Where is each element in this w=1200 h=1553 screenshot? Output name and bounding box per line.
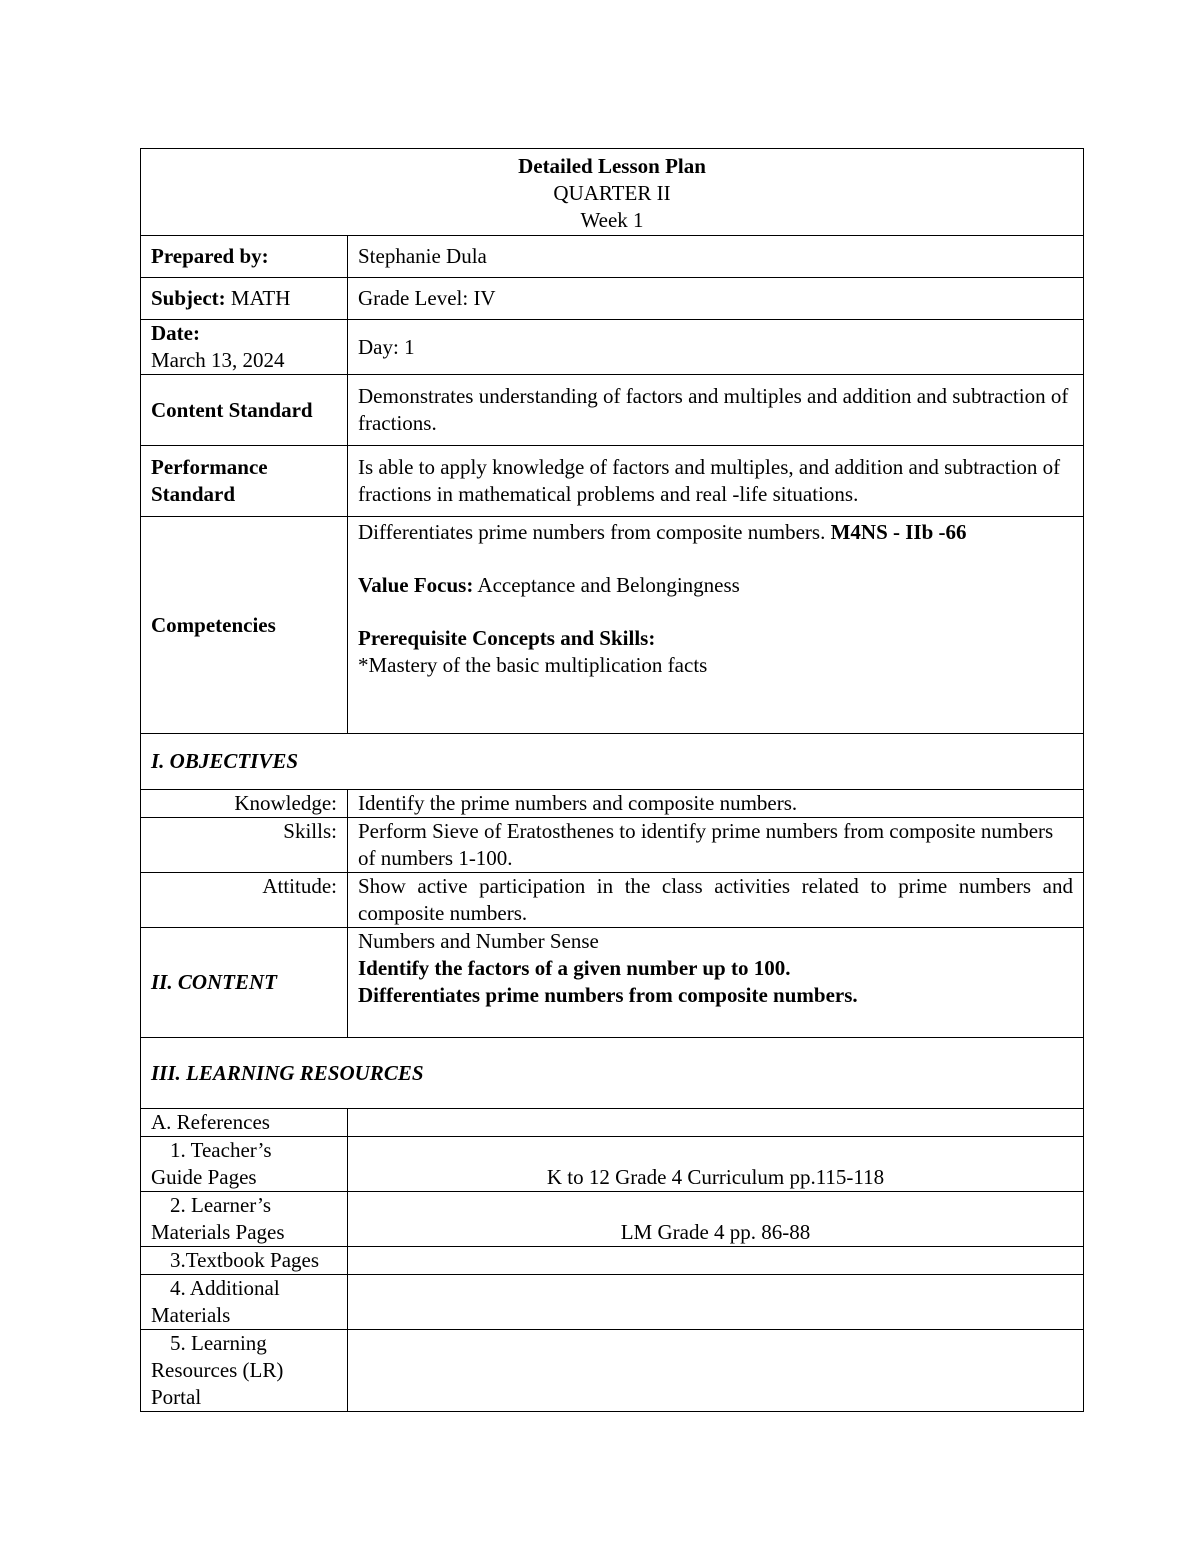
content-standard-label: Content Standard [141, 375, 348, 446]
subject-row [141, 278, 1084, 320]
lr-portal-row [141, 1330, 1084, 1412]
additional-label-line2: Materials [151, 1303, 231, 1327]
grade-level: Grade Level: IV [348, 278, 1084, 320]
skills-row [141, 818, 1084, 873]
lr-label-line3: Portal [151, 1385, 202, 1409]
value-focus [358, 572, 1073, 599]
performance-standard-value: Is able to apply knowledge of factors and multiples, and addition and subtraction of fractions in mathematical problems and real -life situations. [348, 446, 1084, 517]
subject-label: Subject: [151, 286, 226, 310]
knowledge-value: Identify the prime numbers and composite numbers. [348, 790, 1084, 818]
prepared-by-value: Stephanie Dula [348, 236, 1084, 278]
subject-value: MATH [225, 286, 291, 310]
subject-cell [141, 278, 348, 320]
textbook-label-text: 3.Textbook Pages [170, 1248, 320, 1272]
quarter-label: QUARTER II [553, 180, 671, 205]
skills-value: Perform Sieve of Eratosthenes to identify prime numbers from composite numbers of numbers 1-100. [348, 818, 1084, 873]
day-value: Day: 1 [348, 320, 1084, 375]
content-cell [348, 928, 1084, 1038]
knowledge-row [141, 790, 1084, 818]
lr-label-line2: Resources (LR) [151, 1358, 284, 1382]
lm-label-line2: Materials Pages [151, 1220, 285, 1244]
attitude-row [141, 873, 1084, 928]
value-focus-label: Value Focus: [358, 573, 474, 597]
prepared-by-row [141, 236, 1084, 278]
skills-label: Skills: [141, 818, 348, 873]
content-line3: Differentiates prime numbers from composite numbers. [358, 983, 858, 1007]
teachers-guide-label [141, 1137, 348, 1192]
references-label: A. References [141, 1109, 348, 1137]
references-value [348, 1109, 1084, 1137]
knowledge-label: Knowledge: [141, 790, 348, 818]
content-standard-value: Demonstrates understanding of factors and multiples and addition and subtraction of fractions. [348, 375, 1084, 446]
textbook-value [348, 1247, 1084, 1275]
teachers-guide-row [141, 1137, 1084, 1192]
performance-standard-label-cell [141, 446, 348, 517]
title-row [141, 149, 1084, 236]
performance-label-line1: Performance [151, 455, 268, 479]
competency-line [358, 519, 1073, 546]
lr-portal-value [348, 1330, 1084, 1412]
teachers-guide-value: K to 12 Grade 4 Curriculum pp.115-118 [348, 1137, 1084, 1192]
lm-label-line1: 2. Learner’s [170, 1193, 272, 1217]
content-row [141, 928, 1084, 1038]
additional-materials-label [141, 1275, 348, 1330]
textbook-label [141, 1247, 348, 1275]
content-line2: Identify the factors of a given number up to 100. [358, 956, 791, 980]
title-cell [141, 149, 1084, 236]
additional-label-line1: 4. Additional [170, 1276, 280, 1300]
competency-text: Differentiates prime numbers from composite numbers. [358, 520, 831, 544]
learners-materials-row [141, 1192, 1084, 1247]
competencies-cell [348, 517, 1084, 734]
tg-label-line1: 1. Teacher’s [170, 1138, 272, 1162]
date-cell [141, 320, 348, 375]
week-label: Week 1 [580, 207, 644, 232]
lr-portal-label [141, 1330, 348, 1412]
resources-heading-row [141, 1038, 1084, 1109]
date-value: March 13, 2024 [151, 348, 285, 372]
attitude-label: Attitude: [141, 873, 348, 928]
tg-label-line2: Guide Pages [151, 1165, 257, 1189]
competency-code: M4NS - IIb -66 [830, 520, 967, 544]
lr-label-line1: 5. Learning [170, 1331, 267, 1355]
date-label: Date: [151, 321, 200, 345]
performance-label-line2: Standard [151, 482, 236, 506]
learners-materials-value: LM Grade 4 pp. 86-88 [348, 1192, 1084, 1247]
objectives-heading-row [141, 734, 1084, 790]
content-line1: Numbers and Number Sense [358, 929, 599, 953]
prereq-label: Prerequisite Concepts and Skills: [358, 626, 656, 650]
content-standard-row [141, 375, 1084, 446]
content-heading: II. CONTENT [141, 928, 348, 1038]
competencies-label: Competencies [141, 517, 348, 734]
document-title: Detailed Lesson Plan [518, 153, 706, 178]
lesson-plan-table [140, 148, 1084, 1412]
textbook-row [141, 1247, 1084, 1275]
prepared-by-label: Prepared by: [141, 236, 348, 278]
prereq-value: *Mastery of the basic multiplication facts [358, 653, 708, 677]
references-row [141, 1109, 1084, 1137]
additional-materials-row [141, 1275, 1084, 1330]
learners-materials-label [141, 1192, 348, 1247]
value-focus-value: Acceptance and Belongingness [473, 573, 740, 597]
attitude-value: Show active participation in the class activities related to prime numbers and composite numbers. [348, 873, 1084, 928]
performance-standard-row [141, 446, 1084, 517]
additional-materials-value [348, 1275, 1084, 1330]
objectives-heading: I. OBJECTIVES [141, 734, 1084, 790]
resources-heading: III. LEARNING RESOURCES [141, 1038, 1084, 1109]
date-row [141, 320, 1084, 375]
competencies-row [141, 517, 1084, 734]
